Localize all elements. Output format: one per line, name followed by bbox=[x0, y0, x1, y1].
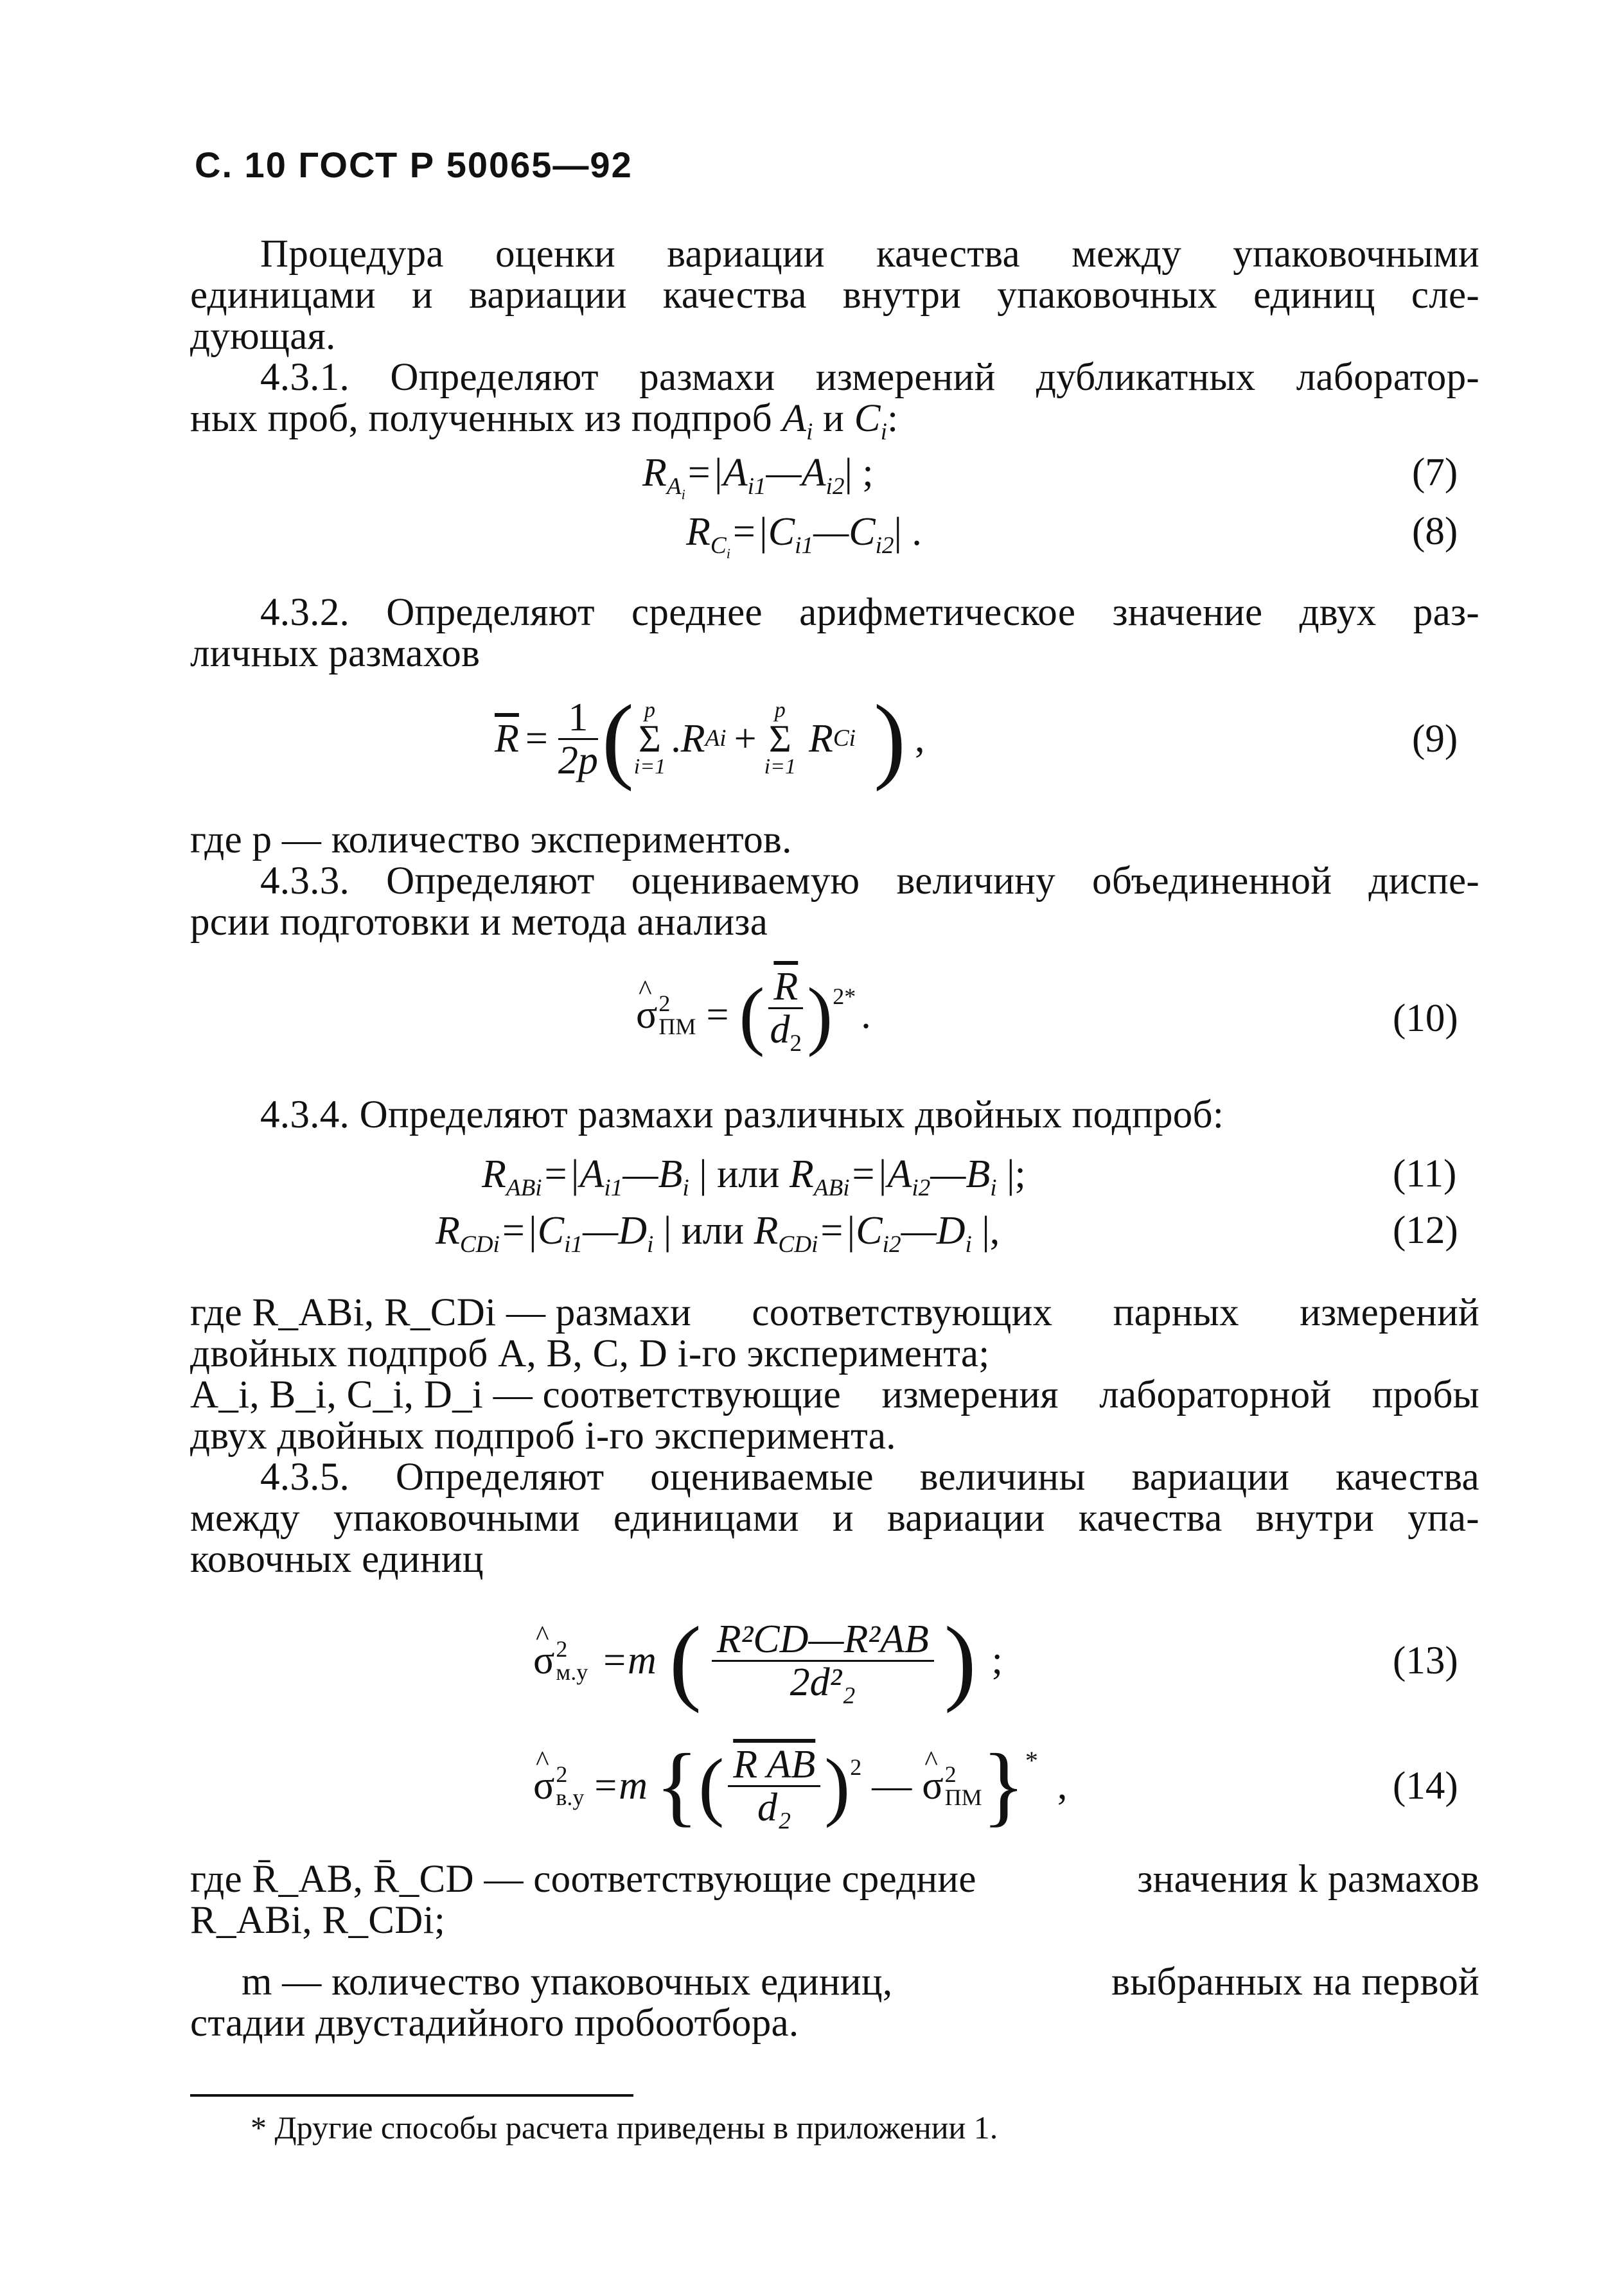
intro-line-2: единицами и вариации качества внутри упаковочных единиц сле- bbox=[190, 274, 1479, 317]
equation-12-number: (12) bbox=[1393, 1209, 1458, 1252]
eq13-fraction: $\frac{\text{R²CD—R²AB}}{\text{2d²₂}}$ bbox=[712, 1619, 934, 1703]
equation-13-number: (13) bbox=[1393, 1639, 1458, 1682]
page-header: С. 10 ГОСТ Р 50065—92 bbox=[195, 145, 633, 185]
s433-line-2: рсии подготовки и метода анализа bbox=[190, 901, 768, 944]
eq14-fraction: $\frac{\text{R AB}}{\text{d₂}}$ bbox=[728, 1744, 820, 1828]
equation-11-number: (11) bbox=[1393, 1152, 1457, 1195]
eq9-sum-2: p Σ i=1 bbox=[764, 698, 796, 779]
where3-line-2: R_ABi, R_CDi; bbox=[190, 1899, 446, 1942]
s433-line-1: 4.3.3. Определяют оцениваемую величину объединенной диспе- bbox=[260, 859, 1479, 903]
where3-line-3: m — количество упаковочных единиц, выбранных на первой bbox=[242, 1961, 1479, 2004]
s431-line-2: ных проб, полученных из подпроб $A_i$ и $C_i$: bbox=[190, 397, 899, 445]
footnote-divider bbox=[190, 2094, 633, 2097]
equation-7: $R_{A_i}=|A_{i1}—A_{i2}|$ ; bbox=[642, 451, 874, 502]
equation-9: $\overline{R}$ = $\frac{1}{2p}$ ( p Σ i=1 . R Ai + p Σ i=1 R Ci ) , bbox=[495, 685, 925, 792]
s435-line-2: между упаковочными единицами и вариации качества внутри упа- bbox=[190, 1497, 1479, 1540]
equation-13: ^ σ 2 м.у =m ( $\frac{\text{R²CD—R²AB}}{\text{2d²₂}}$ ) ; bbox=[533, 1606, 1003, 1715]
equation-9-number: (9) bbox=[1412, 718, 1458, 761]
s435-line-1: 4.3.5. Определяют оцениваемые величины вариации качества bbox=[260, 1456, 1479, 1499]
footnote: * Другие способы расчета приведены в приложении 1. bbox=[251, 2110, 998, 2146]
equation-8: $R_{C_i}=|C_{i1}—C_{i2}|$ . bbox=[686, 510, 922, 561]
where2-line-2: двойных подпроб A, B, C, D i-го эксперимента; bbox=[190, 1332, 990, 1375]
eq10-fraction: $\frac{\overline{R}}{d_2}$ bbox=[768, 966, 803, 1064]
where2-line-1: где R_ABi, R_CDi — размахи соответствующих парных измерений bbox=[190, 1291, 1479, 1334]
s432-line-1: 4.3.2. Определяют среднее арифметическое значение двух раз- bbox=[260, 591, 1479, 634]
where3-line-1: где R̄_AB, R̄_CD — соответствующие средние значения k размахов bbox=[190, 1858, 1479, 1901]
where2-line-3: A_i, B_i, C_i, D_i — соответствующие измерения лабораторной пробы bbox=[190, 1373, 1479, 1416]
equation-8-number: (8) bbox=[1412, 510, 1458, 553]
where3-line-4: стадии двустадийного пробоотбора. bbox=[190, 2002, 799, 2045]
equation-14: ^ σ 2 в.у =m { ( $\frac{\text{R AB}}{\text{d₂}}$ ) $^2$ — ^ σ 2 ПМ } * , bbox=[533, 1731, 1067, 1840]
eq9-sum-1: p Σ i=1 bbox=[633, 698, 666, 779]
intro-line-3: дующая. bbox=[190, 315, 336, 358]
where2-line-4: двух двойных подпроб i-го эксперимента. bbox=[190, 1415, 896, 1458]
s431-line-1: 4.3.1. Определяют размахи измерений дубликатных лаборатор- bbox=[260, 356, 1479, 399]
equation-11: $R_{ABi}=|A_{i1}—B_i$ | или $R_{ABi}=|A_{i2}—B_i$ |; bbox=[482, 1152, 1026, 1202]
intro-line-1: Процедура оценки вариации качества между упаковочными bbox=[260, 233, 1479, 276]
equation-10-number: (10) bbox=[1393, 997, 1458, 1040]
equation-14-number: (14) bbox=[1393, 1765, 1458, 1808]
s435-line-3: ковочных единиц bbox=[190, 1538, 484, 1581]
where-p-line: где p — количество экспериментов. bbox=[190, 818, 792, 861]
equation-12: $R_{CDi}=|C_{i1}—D_i$ | или $R_{CDi}=|C_{i2}—D_i$ |, bbox=[436, 1209, 1000, 1258]
s432-line-2: личных размахов bbox=[190, 632, 481, 675]
eq9-fraction: $\frac{1}{2p}$ bbox=[558, 695, 598, 782]
equation-7-number: (7) bbox=[1412, 451, 1458, 494]
s434-line: 4.3.4. Определяют размахи различных двойных подпроб: bbox=[260, 1093, 1224, 1136]
equation-10: ^ σ 2 ПМ = ( $\frac{\overline{R}}{d_2}$ ) $^{2*}$ . bbox=[636, 967, 871, 1063]
